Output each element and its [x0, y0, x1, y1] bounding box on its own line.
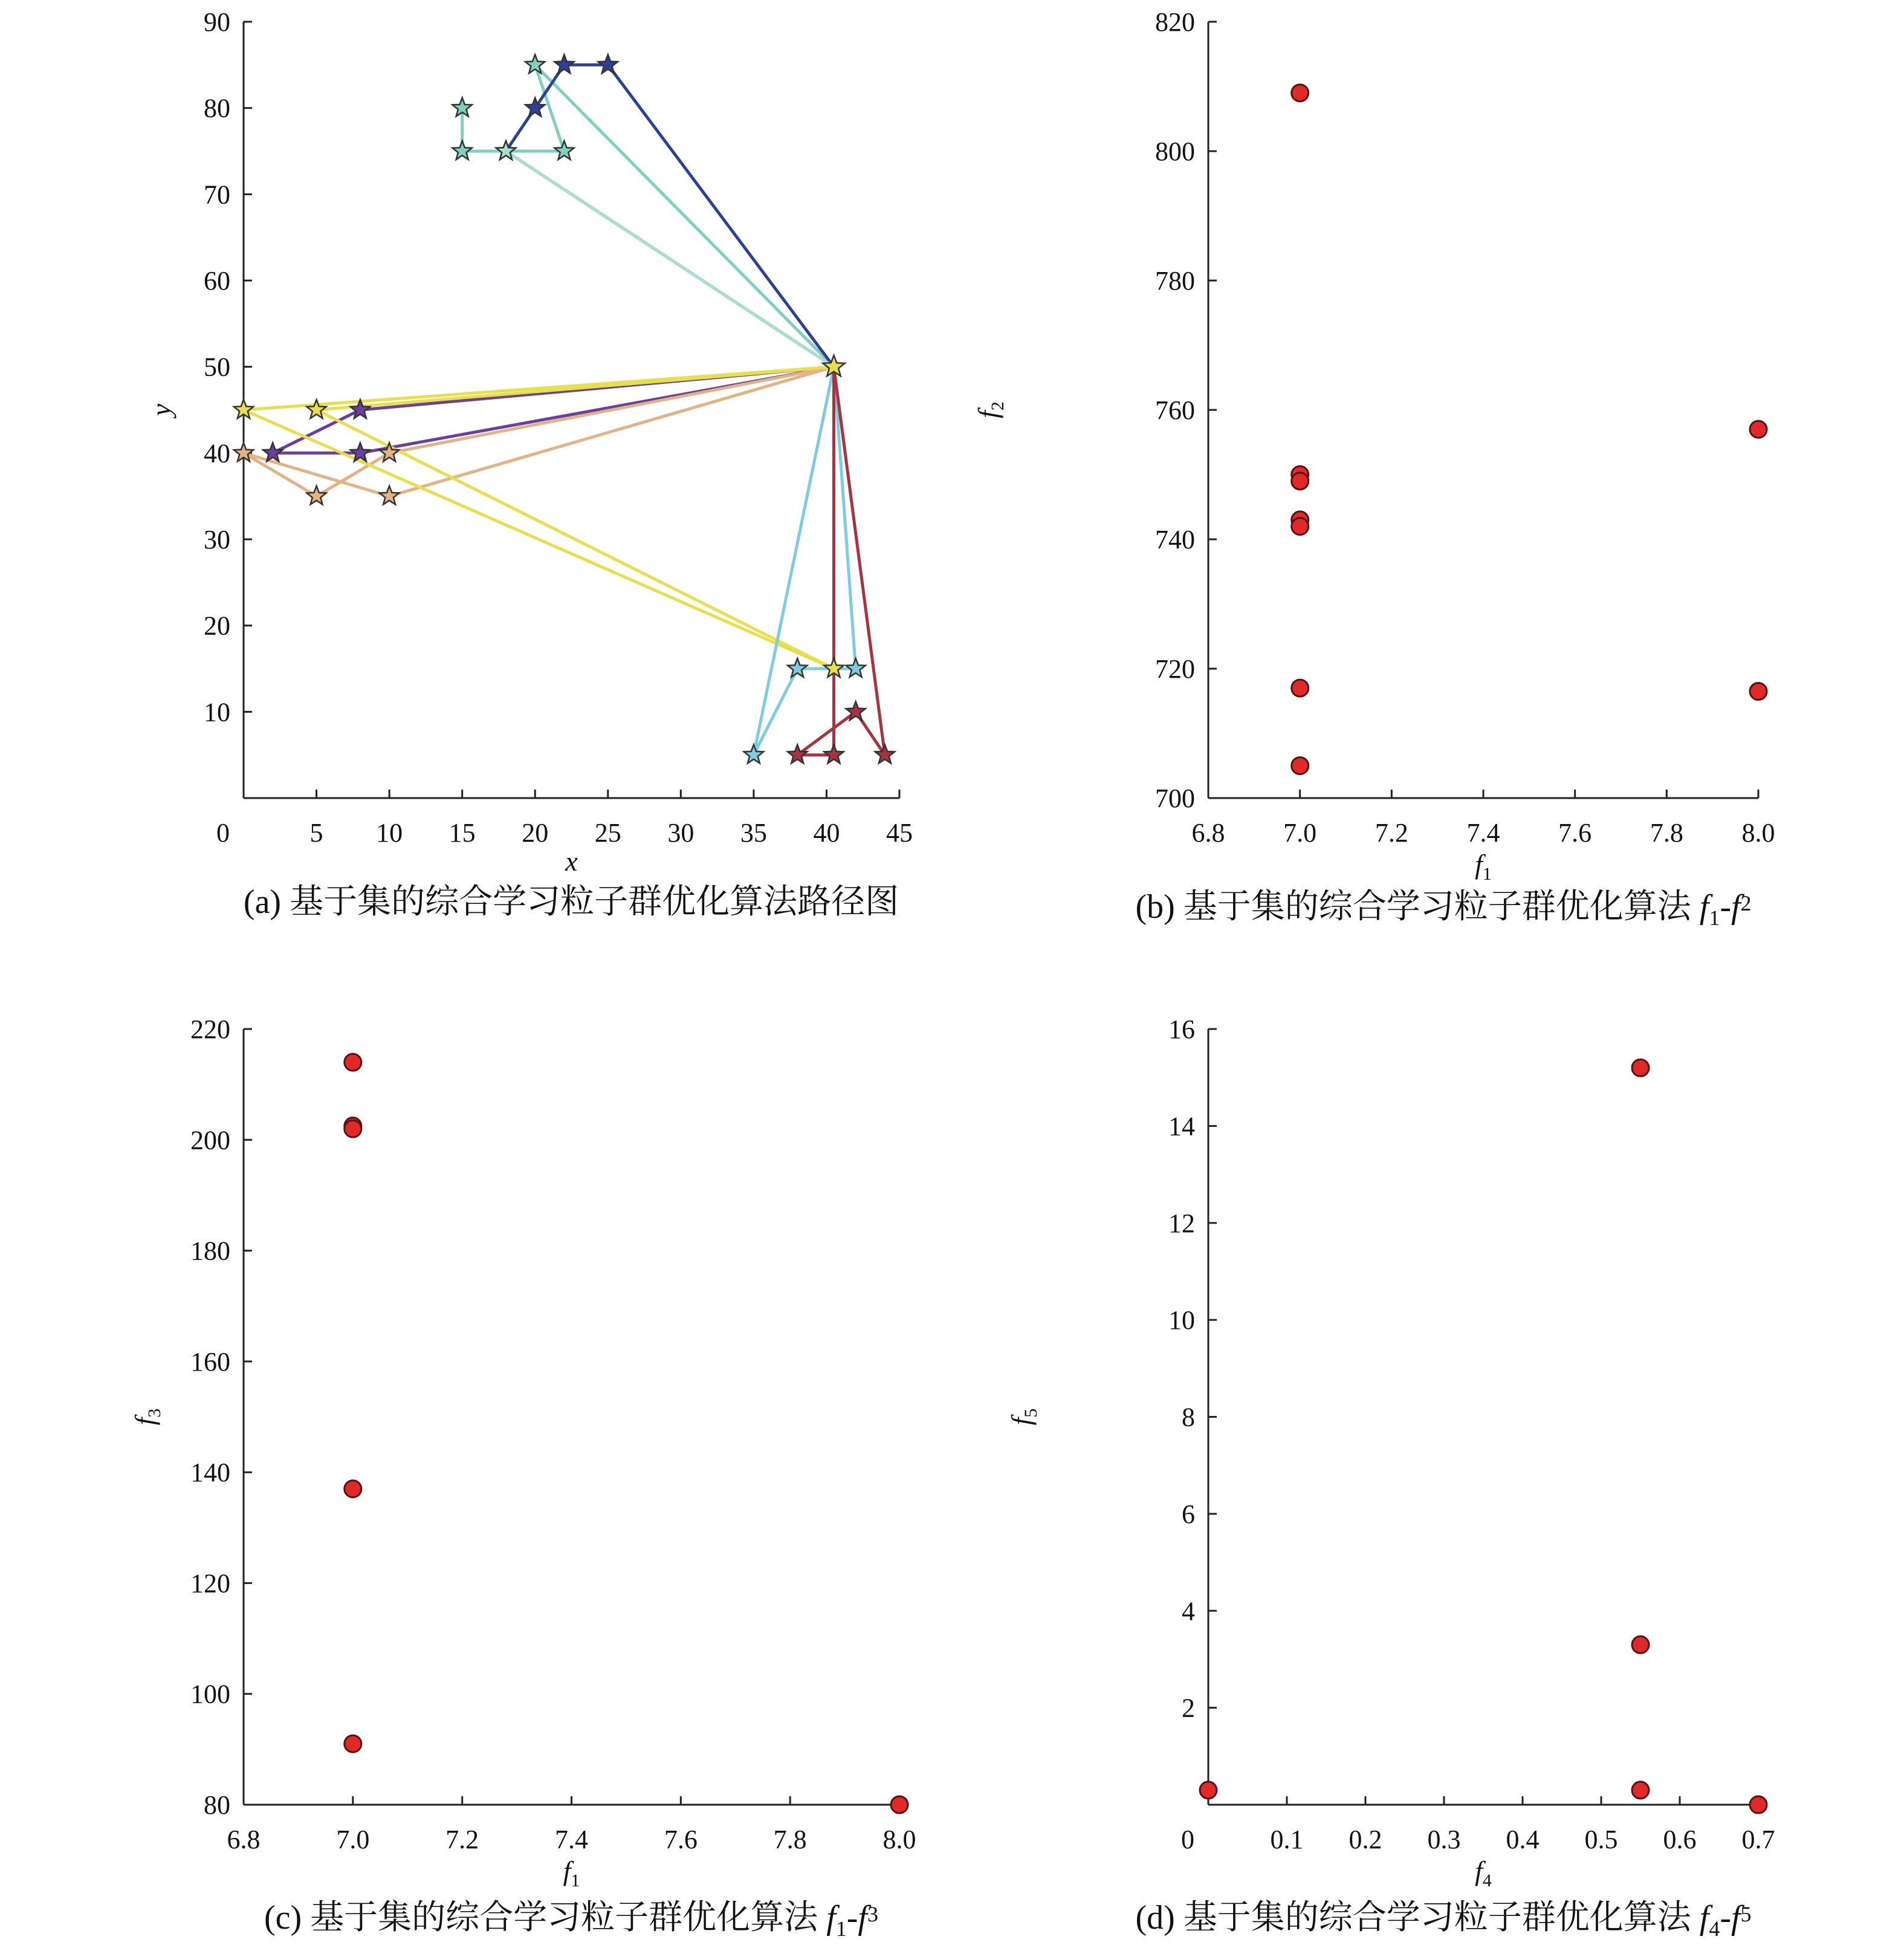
y-tick-label: 200 [190, 1125, 230, 1155]
y-axis-label: $f_3$ [129, 1408, 164, 1426]
route-node-star [744, 745, 763, 764]
route-node-star [380, 486, 399, 505]
x-tick-label: 0.4 [1506, 1825, 1540, 1854]
y-tick-label: 780 [1155, 266, 1195, 296]
x-tick-label: 7.6 [1558, 818, 1592, 848]
y-tick-label: 720 [1155, 654, 1195, 684]
y-tick-label: 60 [204, 266, 230, 296]
scatter-point [345, 1054, 361, 1071]
x-tick-label: 30 [667, 818, 695, 848]
x-tick-label: 40 [813, 818, 840, 848]
x-axis-label: $f_1$ [563, 1855, 580, 1891]
y-tick-label: 180 [190, 1236, 230, 1266]
x-tick-label: 7.8 [773, 1825, 807, 1854]
panel-b-scatter [973, 7, 1775, 930]
y-tick-label: 30 [204, 525, 230, 554]
route-light-teal-line [506, 151, 834, 367]
scatter-point [345, 1120, 361, 1137]
x-tick-label: 7.0 [1283, 818, 1317, 848]
x-tick-label: 8.0 [882, 1825, 916, 1854]
route-tan-line [244, 367, 834, 496]
y-tick-label: 220 [190, 1015, 230, 1044]
x-axis-label: x [565, 846, 578, 877]
y-tick-label: 160 [190, 1346, 230, 1377]
y-tick-label: 50 [204, 352, 230, 382]
x-tick-label: 7.6 [664, 1825, 698, 1854]
route-node-star [306, 400, 326, 418]
x-tick-label: 10 [376, 818, 403, 848]
route-node-star [788, 658, 807, 677]
y-tick-label: 20 [204, 611, 230, 641]
panel-caption: (c) 基于集的综合学习粒子群优化算法 $f_1-f^3$ [264, 1899, 878, 1941]
y-tick-label: 12 [1168, 1208, 1195, 1238]
panel-caption: (b) 基于集的综合学习粒子群优化算法 $f_1-f^2$ [1135, 888, 1752, 930]
y-tick-label: 80 [204, 93, 230, 123]
route-yellow-line [244, 367, 834, 669]
scatter-point [345, 1735, 361, 1752]
x-tick-label: 25 [594, 818, 621, 848]
x-tick-label: 15 [448, 818, 476, 848]
x-tick-label: 8.0 [1741, 818, 1775, 848]
x-axis-label: $f_4$ [1475, 1855, 1492, 1891]
scatter-point [1200, 1782, 1217, 1799]
scatter-point [1292, 758, 1309, 774]
route-red-line [797, 367, 885, 755]
x-tick-label: 0.7 [1741, 1825, 1775, 1854]
y-tick-label: 14 [1168, 1111, 1195, 1141]
x-tick-label: 7.2 [445, 1825, 479, 1854]
panel-a-route-map [146, 7, 913, 921]
scatter-point [1292, 473, 1309, 490]
x-tick-label: 0.3 [1427, 1825, 1461, 1854]
panel-c-scatter [129, 1015, 916, 1941]
x-tick-label: 35 [740, 818, 767, 848]
y-tick-label: 80 [204, 1790, 230, 1820]
y-tick-label: 700 [1155, 784, 1195, 813]
y-tick-label: 90 [204, 7, 230, 37]
x-tick-label: 0.2 [1349, 1825, 1382, 1854]
scatter-point [345, 1481, 361, 1498]
x-tick-label: 0 [216, 818, 230, 848]
y-tick-label: 6 [1182, 1499, 1195, 1529]
route-node-star [788, 745, 807, 764]
y-tick-label: 4 [1182, 1596, 1195, 1626]
route-node-star [453, 141, 472, 160]
y-tick-label: 40 [204, 438, 230, 469]
scatter-point [1292, 85, 1309, 102]
panel-caption: (a) 基于集的综合学习粒子群优化算法路径图 [243, 883, 899, 921]
y-axis-label: $f_2$ [973, 401, 1008, 418]
panel-caption: (d) 基于集的综合学习粒子群优化算法 $f_4-f^5$ [1135, 1899, 1752, 1941]
x-tick-label: 0 [1181, 1825, 1194, 1854]
x-tick-label: 7.2 [1375, 818, 1408, 848]
y-tick-label: 70 [204, 180, 230, 210]
x-tick-label: 0.5 [1584, 1825, 1618, 1854]
scatter-point [1292, 518, 1309, 535]
x-tick-label: 5 [309, 818, 323, 848]
route-teal-line [462, 65, 834, 366]
y-tick-label: 800 [1155, 137, 1195, 166]
scatter-point [1750, 421, 1767, 438]
x-axis-label: $f_1$ [1475, 849, 1492, 884]
y-tick-label: 760 [1155, 395, 1195, 425]
y-tick-label: 8 [1182, 1402, 1195, 1432]
x-tick-label: 0.6 [1663, 1825, 1697, 1854]
x-tick-label: 7.8 [1650, 818, 1683, 848]
y-tick-label: 2 [1182, 1693, 1195, 1723]
route-node-star [554, 54, 574, 73]
y-tick-label: 140 [190, 1458, 230, 1488]
y-tick-label: 10 [1168, 1305, 1195, 1336]
x-tick-label: 7.0 [336, 1825, 370, 1854]
x-tick-label: 7.4 [555, 1825, 588, 1854]
x-tick-label: 45 [886, 818, 913, 848]
x-tick-label: 7.4 [1466, 818, 1500, 848]
y-tick-label: 10 [204, 697, 230, 727]
y-tick-label: 740 [1155, 525, 1195, 554]
route-node-star [846, 658, 866, 677]
x-tick-label: 20 [522, 818, 549, 848]
x-tick-label: 6.8 [1191, 818, 1225, 848]
scatter-point [1292, 680, 1309, 696]
route-node-star [598, 54, 618, 73]
route-navy-line [506, 65, 834, 366]
y-tick-label: 820 [1155, 7, 1195, 37]
scatter-point [1632, 1636, 1649, 1653]
route-node-star [824, 745, 843, 764]
scatter-point [891, 1796, 908, 1813]
scatter-point [1750, 683, 1767, 700]
scatter-point [1632, 1782, 1649, 1799]
scatter-point [1750, 1796, 1767, 1813]
route-node-star [306, 486, 326, 505]
y-tick-label: 100 [190, 1679, 230, 1709]
scatter-point [1632, 1059, 1649, 1076]
panel-d-scatter [1006, 1015, 1775, 1941]
y-axis-label: y [146, 403, 176, 417]
y-tick-label: 16 [1168, 1015, 1195, 1044]
x-tick-label: 0.1 [1270, 1825, 1304, 1854]
route-node-star [554, 141, 574, 160]
y-axis-label: $f_5$ [1006, 1408, 1041, 1426]
x-tick-label: 6.8 [227, 1825, 261, 1854]
y-tick-label: 120 [190, 1568, 230, 1599]
